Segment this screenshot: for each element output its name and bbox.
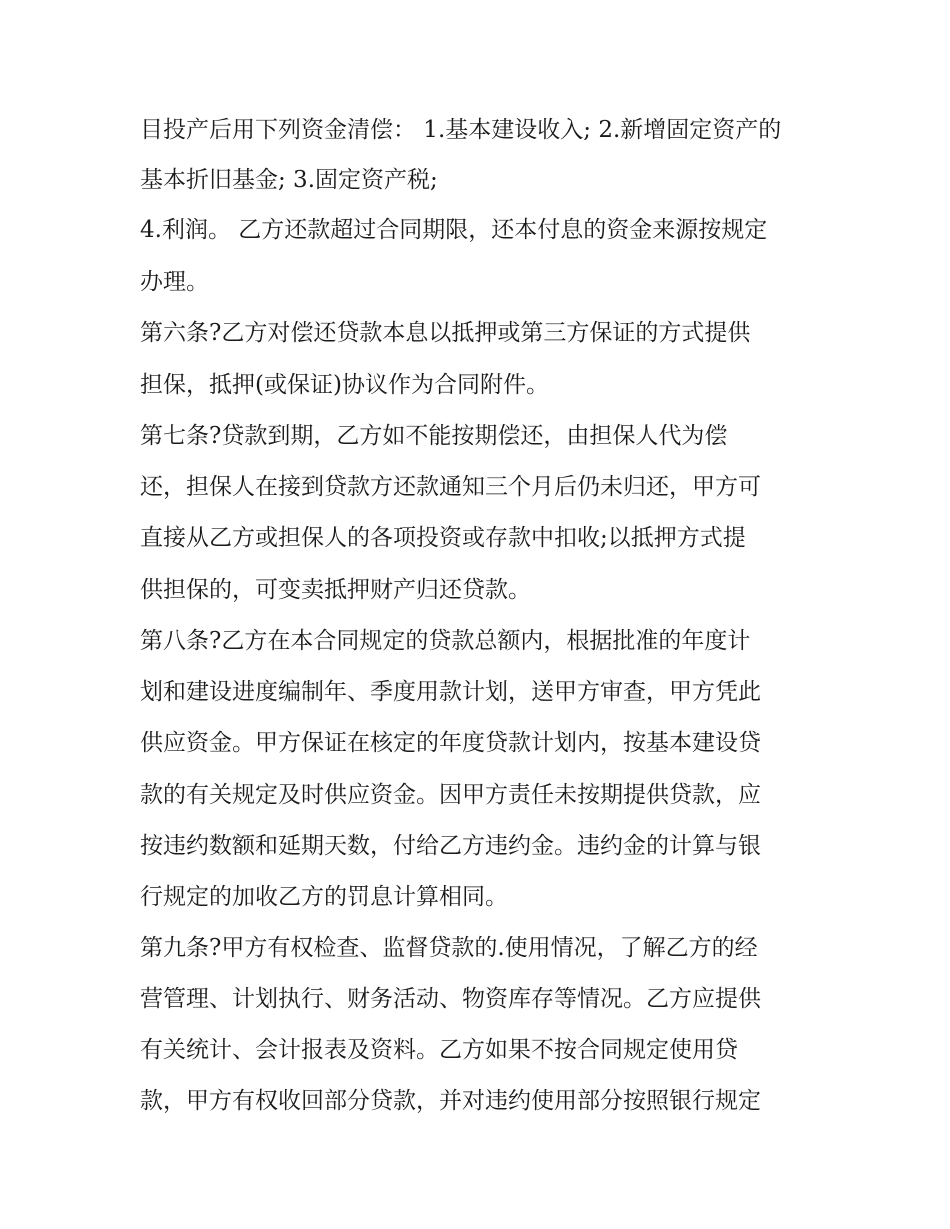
text-line-7: 第七条?贷款到期，乙方如不能按期偿还，由担保人代为偿 bbox=[140, 423, 728, 449]
text-line-19: 有关统计、会计报表及资料。乙方如果不按合同规定使用贷 bbox=[140, 1037, 738, 1063]
text-line-8: 还，担保人在接到贷款方还款通知三个月后仍未归还，甲方可 bbox=[140, 474, 761, 500]
text-line-17: 第九条?甲方有权检查、监督贷款的.使用情况，了解乙方的经 bbox=[140, 935, 758, 961]
text-line-6: 担保，抵押(或保证)协议作为合同附件。 bbox=[140, 372, 549, 398]
text-line-9: 直接从乙方或担保人的各项投资或存款中扣收;以抵押方式提 bbox=[140, 525, 746, 551]
text-line-18: 营管理、计划执行、财务活动、物资库存等情况。乙方应提供 bbox=[140, 986, 761, 1012]
text-line-11: 第八条?乙方在本合同规定的贷款总额内，根据批准的年度计 bbox=[140, 628, 751, 654]
text-line-10: 供担保的，可变卖抵押财产归还贷款。 bbox=[140, 577, 531, 603]
text-line-12: 划和建设进度编制年、季度用款计划，送甲方审查，甲方凭此 bbox=[140, 679, 761, 705]
text-line-16: 行规定的加收乙方的罚息计算相同。 bbox=[140, 884, 508, 910]
text-line-1: 目投产后用下列资金清偿： 1.基本建设收入; 2.新增固定资产的 bbox=[140, 117, 782, 143]
text-line-2: 基本折旧基金; 3.固定资产税; bbox=[140, 167, 438, 193]
text-line-13: 供应资金。甲方保证在核定的年度贷款计划内，按基本建设贷 bbox=[140, 730, 761, 756]
text-line-3: 4.利润。 乙方还款超过合同期限，还本付息的资金来源按规定 bbox=[140, 217, 768, 243]
text-line-4: 办理。 bbox=[140, 269, 209, 295]
text-line-5: 第六条?乙方对偿还贷款本息以抵押或第三方保证的方式提供 bbox=[140, 320, 751, 346]
text-line-15: 按违约数额和延期天数，付给乙方违约金。违约金的计算与银 bbox=[140, 833, 761, 859]
text-line-14: 款的有关规定及时供应资金。因甲方责任未按期提供贷款，应 bbox=[140, 782, 761, 808]
text-line-20: 款，甲方有权收回部分贷款，并对违约使用部分按照银行规定 bbox=[140, 1088, 761, 1114]
